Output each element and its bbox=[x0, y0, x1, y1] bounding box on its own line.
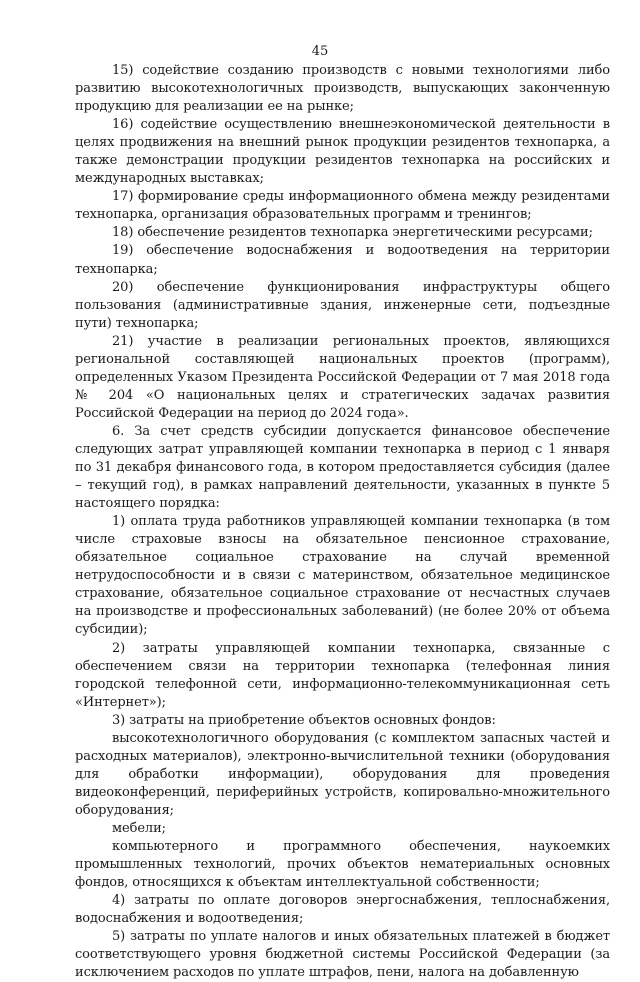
paragraph-item-21: 21) участие в реализации региональных проектов, являющихся региональной составляющей национальных проектов (программ), определенных Указом Президента Российской Федерации от 7 мая 2018 года № 204 «О национальных целях и стратегических задачах развития Российской Федерации на период до 2024 года». bbox=[75, 333, 610, 421]
paragraph-cost-4: 4) затраты по оплате договоров энергоснабжения, теплоснабжения, водоснабжения и водоотведения; bbox=[75, 893, 610, 927]
paragraph-item-18: 18) обеспечение резидентов технопарка энергетическими ресурсами; bbox=[112, 225, 593, 241]
page-number: 45 bbox=[311, 44, 329, 59]
paragraph-cost-2: 2) затраты управляющей компании технопарка, связанные с обеспечением связи на территории технопарка (телефонная линия городской телефонной сети, информационно-телекоммуникационная сеть «Интернет»); bbox=[75, 640, 610, 710]
paragraph-item-15: 15) содействие созданию производств с новыми технологиями либо развитию высокотехнологичных производств, выпускающих законченную продукцию для реализации ее на рынке; bbox=[75, 63, 610, 115]
paragraph-cost-3-software: компьютерного и программного обеспечения, наукоемких промышленных технологий, прочих объектов нематериальных основных фондов, относящихся к объектам интеллектуальной собственности; bbox=[75, 839, 610, 891]
paragraph-item-20: 20) обеспечение функционирования инфраструктуры общего пользования (административные здания, инженерные сети, подъездные пути) технопарка; bbox=[75, 279, 610, 331]
paragraph-cost-1: 1) оплата труда работников управляющей компании технопарка (в том числе страховые взносы на обязательное пенсионное страхование, обязательное социальное страхование на случай временной нетрудоспособности и в связи с материнством, обязательное медицинское страхование, обязательное социальное страхование от несчастных случаев на производстве и профессиональных заболеваний) (не более 20% от объема субсидии); bbox=[75, 514, 610, 638]
paragraph-section-6: 6. За счет средств субсидии допускается финансовое обеспечение следующих затрат управляющей компании технопарка в период с 1 января по 31 декабря финансового года, в котором предоставляется субсидия (далее – текущий год), в рамках направлений деятельности, указанных в пункте 5 настоящего порядка: bbox=[75, 423, 610, 512]
paragraph-item-19: 19) обеспечение водоснабжения и водоотведения на территории технопарка; bbox=[75, 243, 610, 277]
document-body bbox=[75, 62, 610, 982]
paragraph-cost-5: 5) затраты по уплате налогов и иных обязательных платежей в бюджет соответствующего уровня бюджетной системы Российской Федерации (за исключением расходов по уплате штрафов, пени, налога на добавленную bbox=[75, 929, 610, 981]
paragraph-cost-3: 3) затраты на приобретение объектов основных фондов: bbox=[112, 712, 496, 728]
paragraph-cost-3-equipment: высокотехнологичного оборудования (с комплектом запасных частей и расходных материалов), электронно-вычислительной техники (оборудования для обработки информации), оборудования для проведения видеоконференций, периферийных устройств, копировально-множительного оборудования; bbox=[75, 730, 610, 818]
paragraph-cost-3-furniture: мебели; bbox=[112, 820, 166, 836]
paragraph-item-16: 16) содействие осуществлению внешнеэкономической деятельности в целях продвижения на внешний рынок продукции резидентов технопарка, а также демонстрации продукции резидентов технопарка на российских и международных выставках; bbox=[75, 117, 610, 187]
paragraph-item-17: 17) формирование среды информационного обмена между резидентами технопарка, организация образовательных программ и тренингов; bbox=[75, 189, 610, 223]
